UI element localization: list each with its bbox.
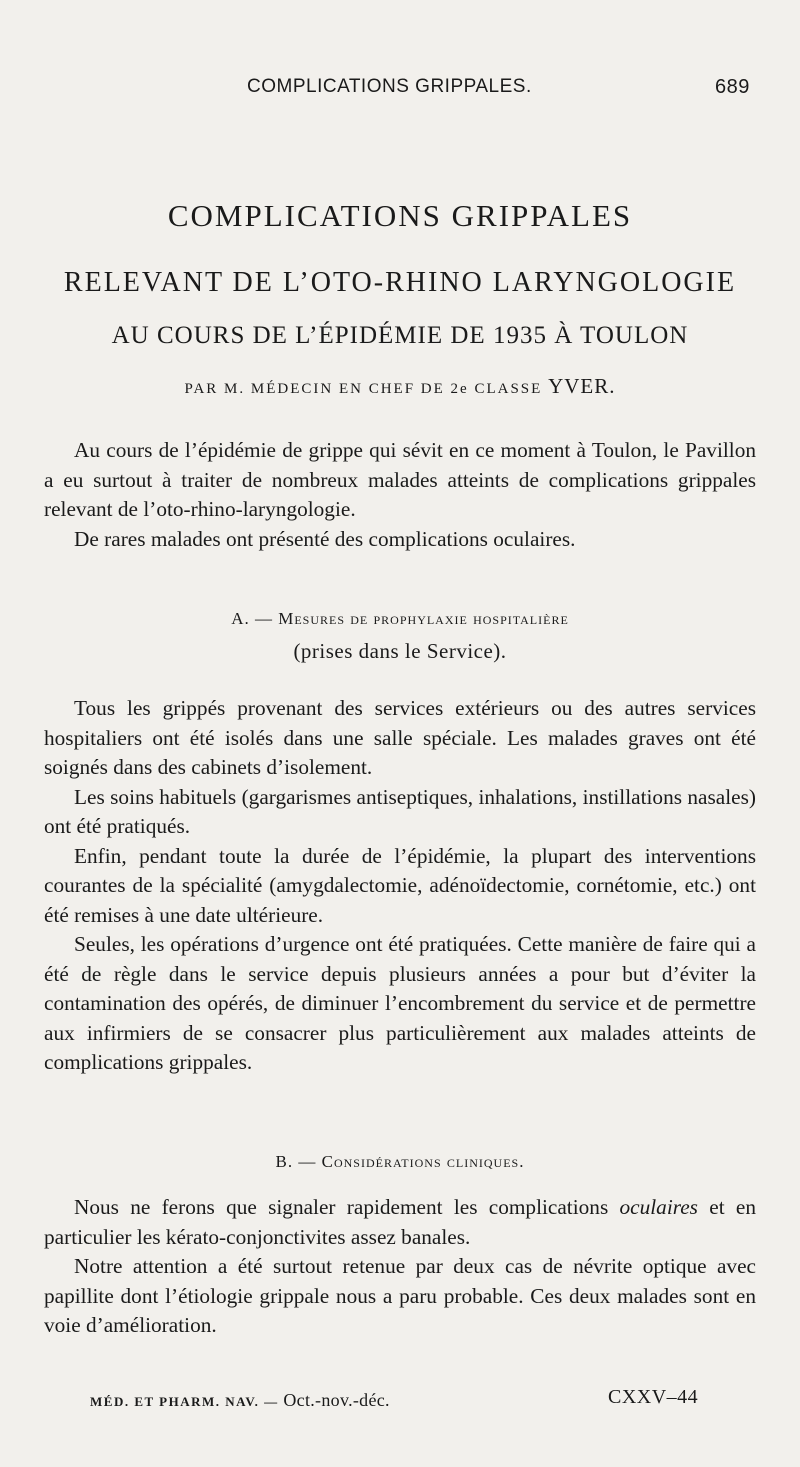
section-b-p1-end: et en particulier les kérato-conjonctivites assez banales. xyxy=(44,1195,756,1249)
section-b-p1-start: Nous ne ferons que signaler rapidement les complications xyxy=(74,1195,620,1219)
footer-journal xyxy=(90,1390,390,1411)
byline-prefix: PAR M. MÉDECIN EN CHEF DE 2e CLASSE xyxy=(184,381,543,397)
page-number: 689 xyxy=(715,76,750,98)
page-footer xyxy=(0,1385,800,1415)
section-a-paragraph-2: Les soins habituels (gargarismes antiseptiques, inhalations, instillations nasales) ont été pratiqués. xyxy=(44,784,756,838)
article-title-line-2: RELEVANT DE L’OTO-RHINO LARYNGOLOGIE xyxy=(63,267,737,298)
byline-author: YVER. xyxy=(548,374,616,398)
section-b-paragraph-1 xyxy=(44,1193,756,1252)
section-a-subheading: (prises dans le Service). xyxy=(293,639,507,663)
section-a-paragraph-4: Seules, les opérations d’urgence ont été pratiquées. Cette manière de faire qui a été de règle dans le service depuis plusieurs années a pour but d’éviter la contamination des opérés, de diminuer l’encombrement du service et de permettre aux infirmiers de se consacrer plus particulièrement aux malades atteints de complications grippales. xyxy=(44,932,756,1074)
footer-date: Oct.-nov.-déc. xyxy=(283,1390,390,1410)
byline xyxy=(0,374,800,399)
section-a-paragraph-3: Enfin, pendant toute la durée de l’épidémie, la plupart des interventions courantes de la spécialité (amygdalectomie, adénoïdectomie, cornétomie, etc.) ont été remises à une date ultérieure. xyxy=(44,843,756,927)
intro-text xyxy=(44,436,756,554)
section-a-paragraph-1: Tous les grippés provenant des services extérieurs ou des autres services hospitaliers ont été isolés dans une salle spéciale. Les malades graves ont été soignés dans des cabinets d’isolement. xyxy=(44,696,756,779)
intro-paragraph-2: De rares malades ont présenté des complications oculaires. xyxy=(74,526,576,551)
section-b-heading: B. — Considérations cliniques. xyxy=(275,1152,525,1171)
section-b-text xyxy=(44,1193,756,1341)
section-b-p1-emphasis: oculaires xyxy=(619,1195,698,1219)
article-title-line-3: AU COURS DE L’ÉPIDÉMIE DE 1935 À TOULON xyxy=(111,322,689,349)
footer-journal-name: MÉD. ET PHARM. NAV. — xyxy=(90,1394,279,1409)
running-head-title: COMPLICATIONS GRIPPALES. xyxy=(247,76,532,97)
section-a-text xyxy=(44,694,756,1078)
article-title-line-1: COMPLICATIONS GRIPPALES xyxy=(167,198,633,233)
section-b-paragraph-2: Notre attention a été surtout retenue par deux cas de névrite optique avec papillite dont l’étiologie grippale nous a paru probable. Ces deux malades sont en voie d’amélioration. xyxy=(44,1254,756,1337)
section-a-heading: A. — Mesures de prophylaxie hospitalière xyxy=(231,609,569,628)
intro-paragraph-1: Au cours de l’épidémie de grippe qui sévit en ce moment à Toulon, le Pavillon a eu surtout à traiter de nombreux malades atteints de complications grippales relevant de l’oto-rhino-laryngologie. xyxy=(44,438,756,521)
running-head xyxy=(0,72,800,102)
footer-signature-mark: CXXV–44 xyxy=(608,1386,699,1408)
